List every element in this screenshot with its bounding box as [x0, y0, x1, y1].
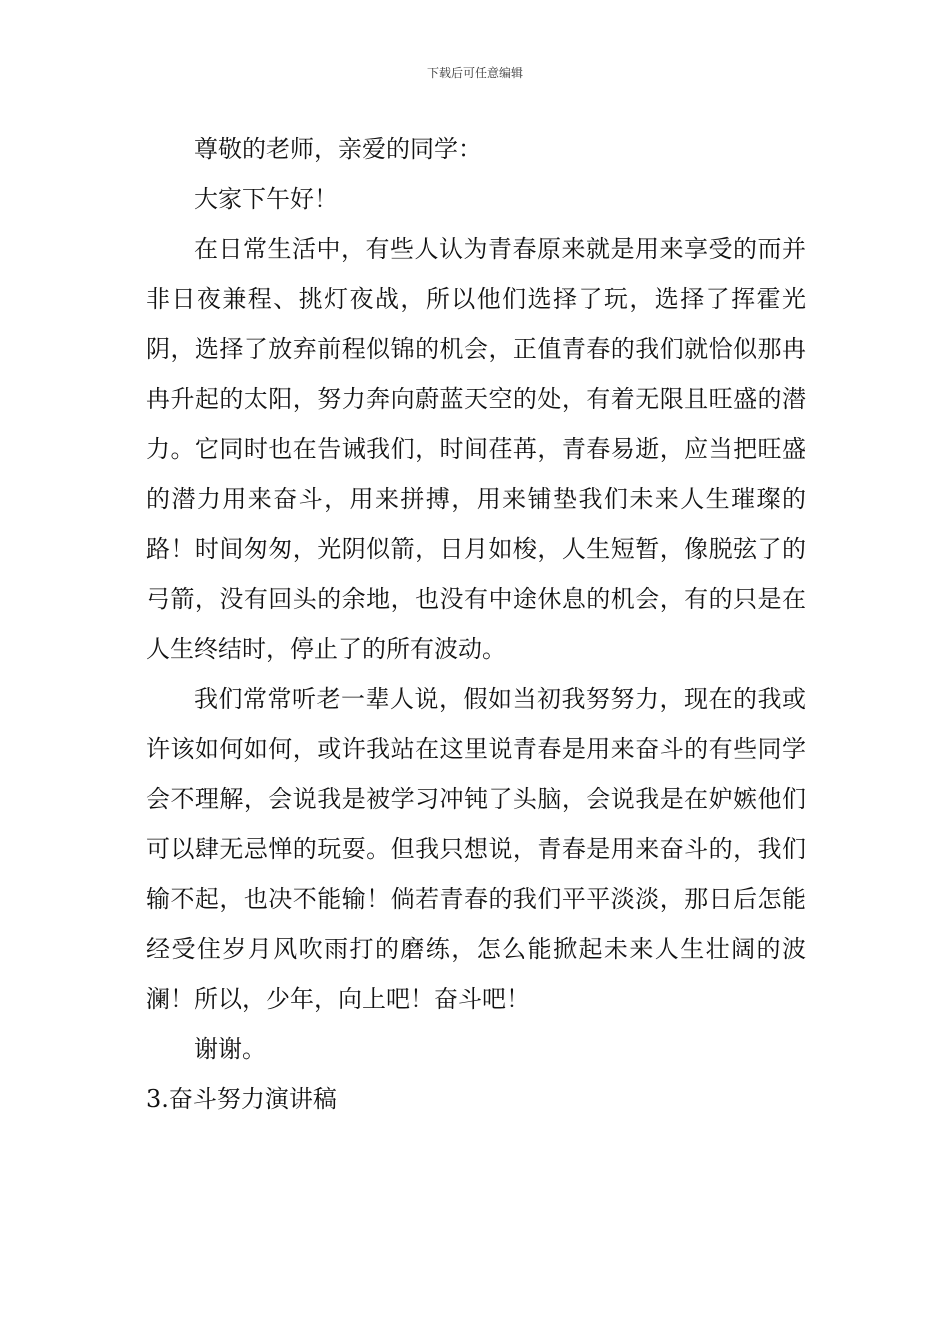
greeting: 大家下午好！	[194, 185, 338, 213]
body-paragraph-2: 我们常常听老一辈人说，假如当初我努努力，现在的我或许该如何如何，或许我站在这里说青春是用来奋斗的有些同学会不理解，会说我是被学习冲钝了头脑，会说我是在妒嫉他们可以肆无忌惮的玩耍。但我只想说，青春是用来奋斗的，我们输不起，也决不能输！倘若青春的我们平平淡淡，那日后怎能经受住岁月风吹雨打的磨练，怎么能掀起未来人生壮阔的波澜！所以，少年，向上吧！奋斗吧！	[146, 685, 806, 1013]
document-body	[146, 124, 806, 1124]
page-header: 下载后可任意编辑	[426, 66, 523, 80]
section-heading: 3.奋斗努力演讲稿	[146, 1085, 337, 1113]
closing-thanks: 谢谢。	[194, 1035, 266, 1063]
salutation: 尊敬的老师，亲爱的同学：	[194, 135, 482, 163]
body-paragraph-1: 在日常生活中，有些人认为青春原来就是用来享受的而并非日夜兼程、挑灯夜战，所以他们选择了玩，选择了挥霍光阴，选择了放弃前程似锦的机会，正值青春的我们就恰似那冉冉升起的太阳，努力奔向蔚蓝天空的处，有着无限且旺盛的潜力。它同时也在告诫我们，时间荏苒，青春易逝，应当把旺盛的潜力用来奋斗，用来拼搏，用来铺垫我们未来人生璀璨的路！时间匆匆，光阴似箭，日月如梭，人生短暂，像脱弦了的弓箭，没有回头的余地，也没有中途休息的机会，有的只是在人生终结时，停止了的所有波动。	[146, 235, 806, 663]
